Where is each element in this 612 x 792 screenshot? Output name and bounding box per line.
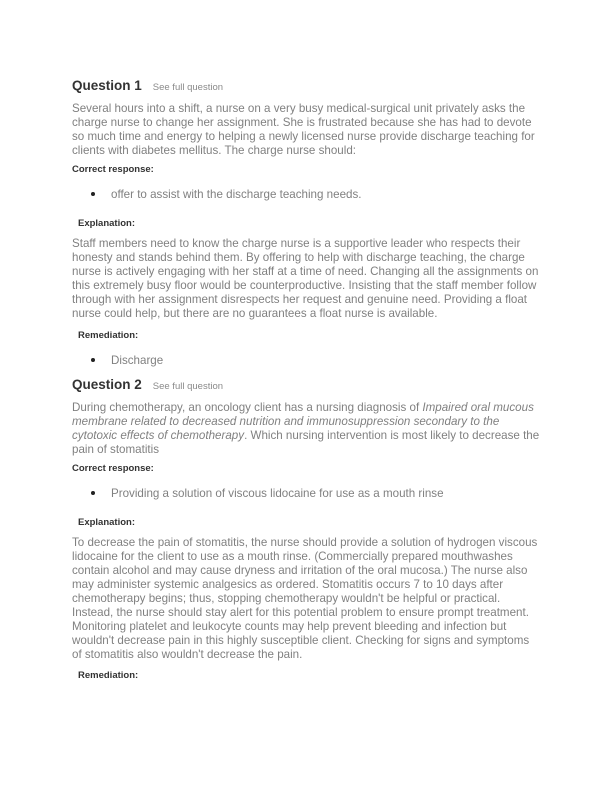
- see-full-question-link[interactable]: See full question: [152, 381, 224, 392]
- bullet-icon: [91, 192, 95, 196]
- list-item: [72, 188, 542, 202]
- remediation-label: Remediation:: [78, 330, 139, 341]
- question-1-title: Question 1: [72, 78, 142, 93]
- question-2-title: Question 2: [72, 377, 142, 392]
- see-full-question-link[interactable]: See full question: [152, 82, 224, 93]
- question-2-header: [72, 377, 542, 397]
- correct-response-list: [72, 188, 542, 202]
- stem-text: During chemotherapy, an oncology client has a nursing diagnosis of: [72, 401, 423, 414]
- remediation-list: [72, 354, 542, 368]
- list-item: [72, 487, 542, 501]
- question-1-stem: Several hours into a shift, a nurse on a very busy medical-surgical unit privately asks the charge nurse to change her assignment. She is frustrated because she has had to devote so much time and energy to helping a newly licensed nurse provide discharge teaching for clients with diabetes mellitus. The charge nurse should:: [72, 102, 535, 157]
- question-1-header: [72, 78, 542, 98]
- correct-response-label: Correct response:: [72, 164, 154, 175]
- remediation-text: Discharge: [111, 354, 164, 367]
- correct-response-text: offer to assist with the discharge teaching needs.: [111, 188, 362, 201]
- document-page: [72, 78, 542, 681]
- question-2-stem: [72, 401, 542, 457]
- explanation-label: Explanation:: [78, 218, 136, 229]
- nursing-diagnosis-text: Impaired oral mucous membrane related to decreased nutrition and immunosuppression secondary to the cytotoxic effects of chemotherapy: [72, 401, 534, 442]
- correct-response-text: Providing a solution of viscous lidocaine for use as a mouth rinse: [111, 487, 444, 500]
- stem-text: . Which nursing intervention is most likely to decrease the pain of stomatitis: [72, 429, 540, 456]
- bullet-icon: [91, 491, 95, 495]
- explanation-text: Staff members need to know the charge nurse is a supportive leader who respects their honesty and stands behind them. By offering to help with discharge teaching, the charge nurse is actively engaging with her staff at a time of need. Changing all the assignments on this extremely busy floor would be counterproductive. Insisting that the staff member follow through with her assignment disrespects her request and genuine need. Providing a float nurse could help, but there are no guarantees a float nurse is available.: [72, 237, 539, 320]
- explanation-text: To decrease the pain of stomatitis, the nurse should provide a solution of hydrogen viscous lidocaine for the client to use as a mouth rinse. (Commercially prepared mouthwashes contain alcohol and may cause dryness and irritation of the oral mucosa.) The nurse also may administer systemic analgesics as ordered. Stomatitis occurs 7 to 10 days after chemotherapy begins; thus, stopping chemotherapy wouldn't be helpful or practical. Instead, the nurse should stay alert for this potential problem to ensure prompt treatment. Monitoring platelet and leukocyte counts may help prevent bleeding and infection but wouldn't decrease pain in this highly susceptible client. Checking for signs and symptoms of stomatitis also wouldn't decrease the pain.: [72, 536, 538, 661]
- remediation-label: Remediation:: [78, 670, 139, 681]
- list-item: [72, 354, 542, 368]
- bullet-icon: [91, 358, 95, 362]
- correct-response-label: Correct response:: [72, 463, 154, 474]
- correct-response-list: [72, 487, 542, 501]
- explanation-label: Explanation:: [78, 517, 136, 528]
